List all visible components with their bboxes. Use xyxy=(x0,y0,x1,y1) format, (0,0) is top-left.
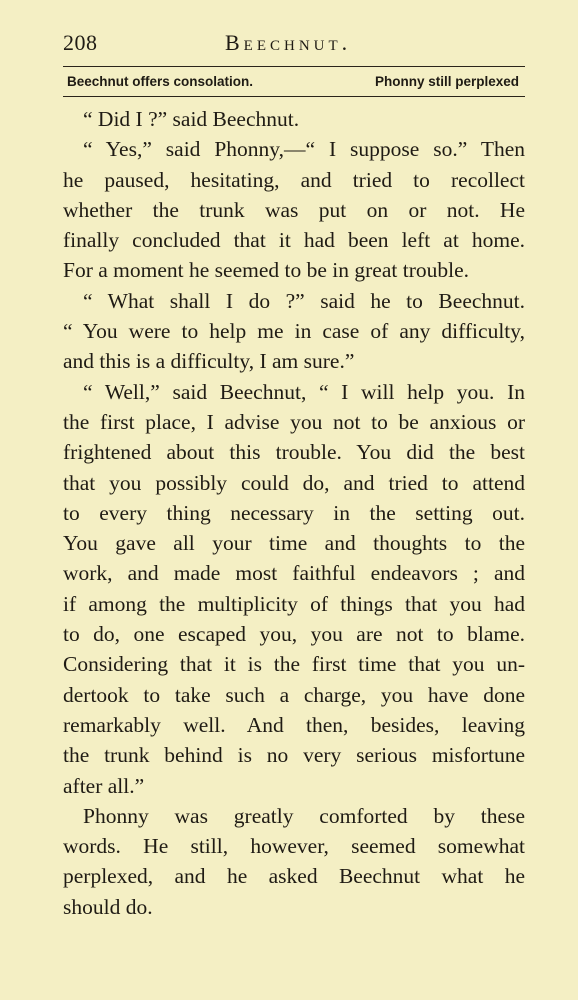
text-line: after all.” xyxy=(63,773,145,798)
text-line: work, and made most faithful endeavors ; and xyxy=(63,561,525,586)
text-line: “ Did I ?” said Beechnut. xyxy=(83,107,300,131)
text-line: he paused, hesitating, and tried to recollect xyxy=(63,167,525,192)
text-line: to do, one escaped you, you are not to blame. xyxy=(63,622,525,647)
text-line: the first place, I advise you not to be anxious or xyxy=(63,409,525,434)
right-caption: Phonny still perplexed xyxy=(374,74,519,89)
text-line: that you possibly could do, and tried to attend xyxy=(63,470,525,495)
text-line: perplexed, and he asked Beechnut what he xyxy=(63,864,525,889)
text-line: “ Yes,” said Phonny,—“ I suppose so.” Then xyxy=(83,137,525,162)
running-head xyxy=(63,30,525,60)
text-line: and this is a difficulty, I am sure.” xyxy=(63,349,355,374)
text-line: Phonny was greatly comforted by these xyxy=(83,803,525,828)
text-line: finally concluded that it had been left at home. xyxy=(63,228,525,253)
text-line: words. He still, however, seemed somewhat xyxy=(63,834,525,859)
text-line: if among the multiplicity of things that you had xyxy=(63,591,525,616)
text-line: should do. xyxy=(63,894,153,919)
text-line: Considering that it is the first time that you un- xyxy=(63,652,525,677)
text-line: the trunk behind is no very serious misfortune xyxy=(63,743,525,768)
text-line: dertook to take such a charge, you have done xyxy=(63,682,525,707)
text-line: “ What shall I do ?” said he to Beechnut. xyxy=(83,288,525,313)
text-line: frightened about this trouble. You did the best xyxy=(63,440,525,465)
text-line: You gave all your time and thoughts to the xyxy=(63,531,525,556)
header-rule-bottom xyxy=(63,96,525,97)
text-line: remarkably well. And then, besides, leaving xyxy=(63,712,525,737)
text-line: “ You were to help me in case of any difficulty, xyxy=(63,319,525,344)
text-line: to every thing necessary in the setting out. xyxy=(63,500,525,525)
text-line: For a moment he seemed to be in great trouble. xyxy=(63,258,469,283)
body-text xyxy=(63,104,525,922)
chapter-subheading xyxy=(63,72,525,94)
text-line: whether the trunk was put on or not. He xyxy=(63,197,525,222)
book-title: Beechnut. xyxy=(225,30,352,55)
left-caption: Beechnut offers consolation. xyxy=(67,74,254,89)
header-rule-top xyxy=(63,66,525,67)
text-line: “ Well,” said Beechnut, “ I will help you. In xyxy=(83,379,525,404)
page-number: 208 xyxy=(63,30,98,55)
